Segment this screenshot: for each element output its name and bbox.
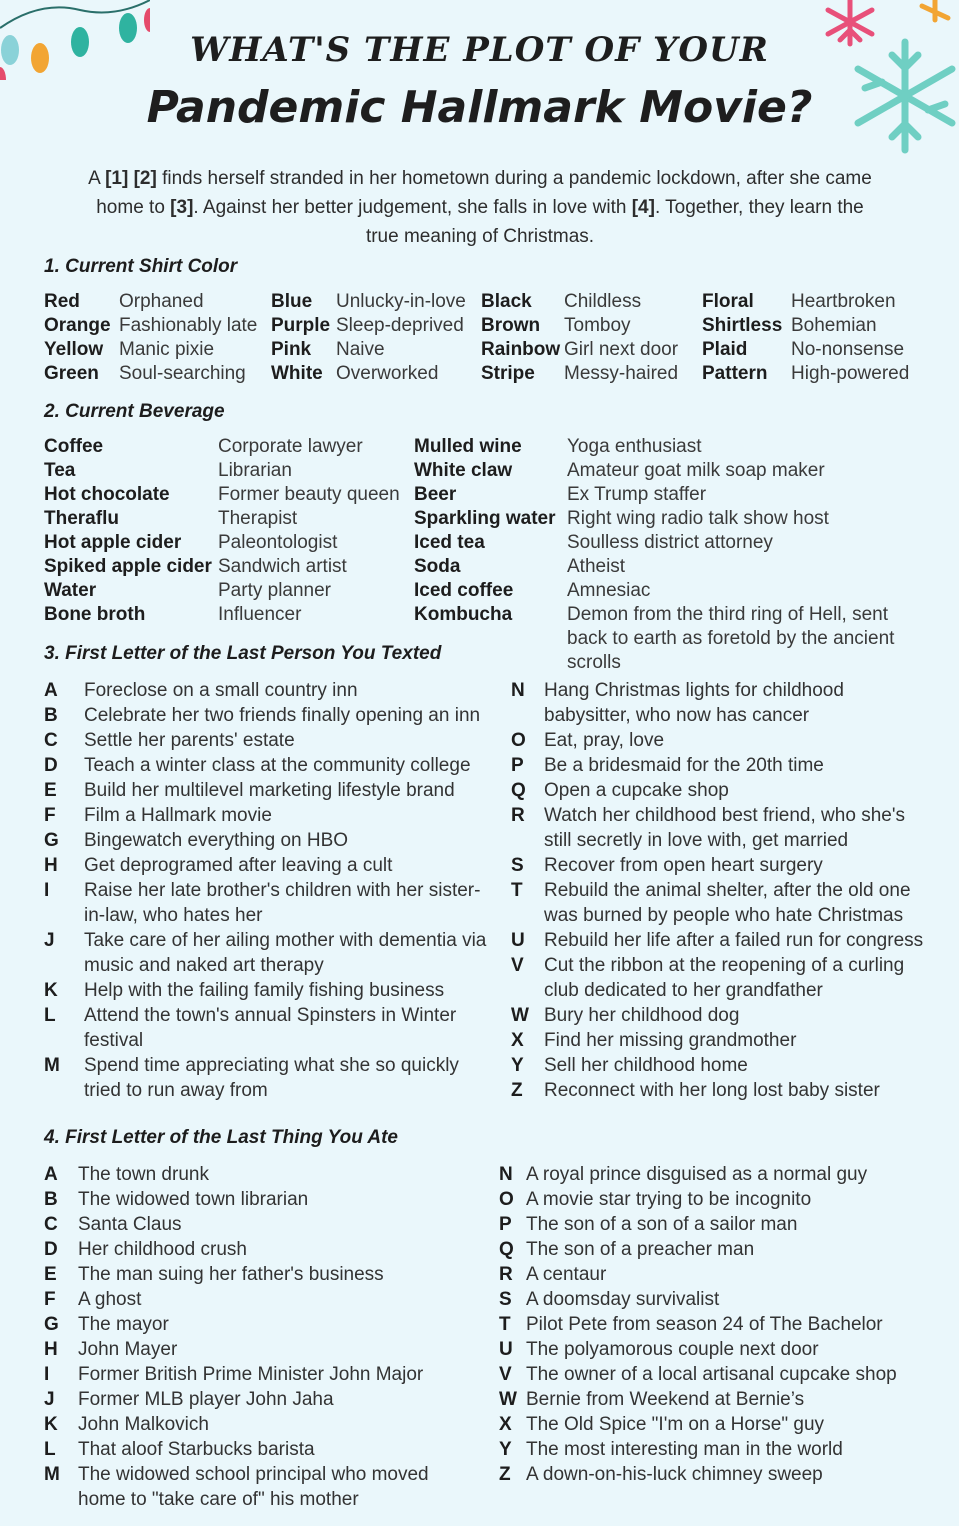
- section-4-title: 4. First Letter of the Last Thing You Ate: [44, 1127, 398, 1148]
- placeholder-2: [2]: [133, 168, 157, 189]
- letter: W: [511, 1005, 529, 1026]
- occupation: Therapist: [218, 508, 298, 529]
- plot-option: Build her multilevel marketing lifestyle brand: [84, 780, 455, 801]
- letter: M: [44, 1055, 60, 1076]
- love-interest-option: The son of a preacher man: [526, 1239, 755, 1260]
- occupation: Sandwich artist: [218, 556, 347, 577]
- love-interest-option: The man suing her father's business: [78, 1264, 384, 1285]
- letter: S: [499, 1289, 512, 1310]
- list-item: [44, 753, 489, 778]
- plot-option: Hang Christmas lights for childhood babysitter, who now has cancer: [544, 680, 844, 726]
- love-interest-option: The widowed school principal who moved home to "take care of" his mother: [78, 1464, 429, 1510]
- list-item: [499, 1162, 939, 1187]
- plot-option: Bingewatch everything on HBO: [84, 830, 349, 851]
- placeholder-4: [4]: [631, 197, 655, 218]
- plot-option: Teach a winter class at the community college: [84, 755, 471, 776]
- love-interest-option: John Malkovich: [78, 1414, 209, 1435]
- occupation: Corporate lawyer: [218, 436, 363, 457]
- list-item: [44, 1212, 444, 1237]
- beverage: Iced tea: [414, 532, 485, 553]
- letter: X: [499, 1414, 512, 1435]
- plot-option: Get deprogramed after leaving a cult: [84, 855, 393, 876]
- love-interest-option: Bernie from Weekend at Bernie’s: [526, 1389, 805, 1410]
- love-interest-option: The town drunk: [78, 1164, 209, 1185]
- list-item: [499, 1187, 939, 1212]
- shirt-color: Green: [44, 363, 99, 384]
- love-interest-option: Her childhood crush: [78, 1239, 247, 1260]
- shirt-color: Shirtless: [702, 315, 783, 336]
- list-item: [499, 1362, 939, 1387]
- shirt-trait: Naive: [336, 339, 385, 360]
- letter: K: [44, 1414, 58, 1435]
- list-item: [44, 1237, 444, 1262]
- letter: Q: [511, 780, 526, 801]
- letter: E: [44, 780, 57, 801]
- love-interest-option: A ghost: [78, 1289, 142, 1310]
- list-item: [44, 928, 489, 978]
- beverages-left: [44, 435, 212, 627]
- list-item: [511, 1003, 931, 1028]
- list-item: [511, 753, 931, 778]
- love-interest-option: Former British Prime Minister John Major: [78, 1364, 424, 1385]
- list-item: [44, 1162, 444, 1187]
- list-item: [499, 1462, 939, 1487]
- plot-option: Bury her childhood dog: [544, 1005, 740, 1026]
- shirt-colors-group-2: [271, 290, 330, 386]
- letter: U: [499, 1339, 513, 1360]
- letter: O: [511, 730, 526, 751]
- letter: F: [44, 805, 56, 826]
- love-interest-option: The owner of a local artisanal cupcake shop: [526, 1364, 897, 1385]
- letter: E: [44, 1264, 57, 1285]
- letter: I: [44, 880, 50, 901]
- shirt-trait: No-nonsense: [791, 339, 905, 360]
- list-item: [44, 878, 489, 928]
- shirt-trait: High-powered: [791, 363, 910, 384]
- letter: Y: [511, 1055, 524, 1076]
- texted-letter-list-right: [511, 678, 931, 1103]
- plot-option: Cut the ribbon at the reopening of a curling club dedicated to her grandfather: [544, 955, 905, 1001]
- shirt-traits-group-4: [791, 290, 909, 386]
- beverage: Beer: [414, 484, 457, 505]
- list-item: [511, 1053, 931, 1078]
- occupation: Ex Trump staffer: [567, 484, 707, 505]
- shirt-traits-group-2: [336, 290, 466, 386]
- beverage: Bone broth: [44, 604, 146, 625]
- list-item: [44, 1337, 444, 1362]
- plot-option: Attend the town's annual Spinsters in Winter festival: [84, 1005, 457, 1051]
- intro-text: . Together, they learn the true meaning of Christmas.: [365, 197, 864, 247]
- plot-option: Foreclose on a small country inn: [84, 680, 358, 701]
- letter: A: [44, 680, 58, 701]
- shirt-color: Brown: [481, 315, 541, 336]
- shirt-trait: Sleep-deprived: [336, 315, 464, 336]
- love-interest-option: That aloof Starbucks barista: [78, 1439, 315, 1460]
- letter: T: [499, 1314, 511, 1335]
- list-item: [511, 803, 931, 853]
- list-item: [499, 1237, 939, 1262]
- shirt-color: Pattern: [702, 363, 768, 384]
- shirt-color: Pink: [271, 339, 312, 360]
- letter: N: [511, 680, 525, 701]
- intro-text: . Against her better judgement, she falls in love with: [193, 197, 632, 218]
- shirt-trait: Heartbroken: [791, 291, 896, 312]
- letter: Q: [499, 1239, 514, 1260]
- shirt-color: White: [271, 363, 323, 384]
- letter: D: [44, 1239, 58, 1260]
- jobs-left: [218, 435, 400, 627]
- list-item: [499, 1287, 939, 1312]
- letter: T: [511, 880, 523, 901]
- plot-option: Rebuild the animal shelter, after the old one was burned by people who hate Christmas: [544, 880, 911, 926]
- letter: H: [44, 855, 58, 876]
- beverages-right: [414, 435, 556, 627]
- letter: Z: [499, 1464, 511, 1485]
- list-item: [44, 828, 489, 853]
- list-item: [511, 928, 931, 953]
- shirt-colors-group-3: [481, 290, 560, 386]
- list-item: [44, 703, 489, 728]
- plot-option: Help with the failing family fishing business: [84, 980, 445, 1001]
- love-interest-option: Former MLB player John Jaha: [78, 1389, 334, 1410]
- letter: C: [44, 1214, 58, 1235]
- list-item: [44, 1387, 444, 1412]
- list-item: [499, 1312, 939, 1337]
- plot-option: Open a cupcake shop: [544, 780, 729, 801]
- plot-option: Sell her childhood home: [544, 1055, 748, 1076]
- section-2-title: 2. Current Beverage: [44, 401, 225, 422]
- beverage: Soda: [414, 556, 461, 577]
- list-item: [44, 778, 489, 803]
- shirt-color: Blue: [271, 291, 313, 312]
- letter: G: [44, 830, 59, 851]
- letter: V: [499, 1364, 512, 1385]
- plot-option: Spend time appreciating what she so quickly tried to run away from: [84, 1055, 459, 1101]
- shirt-color: Rainbow: [481, 339, 561, 360]
- list-item: [499, 1212, 939, 1237]
- beverage: Theraflu: [44, 508, 119, 529]
- letter: C: [44, 730, 58, 751]
- beverage: Hot chocolate: [44, 484, 170, 505]
- list-item: [44, 1003, 489, 1053]
- intro-text: finds herself stranded in her hometown during a pandemic lockdown, after she came home to: [96, 168, 872, 218]
- love-interest-option: Pilot Pete from season 24 of The Bachelor: [526, 1314, 883, 1335]
- occupation: Former beauty queen: [218, 484, 400, 505]
- jobs-right: [567, 435, 929, 675]
- shirt-color: Purple: [271, 315, 331, 336]
- letter: R: [499, 1264, 513, 1285]
- light-bulb-icon: [144, 8, 150, 32]
- letter: I: [44, 1364, 50, 1385]
- occupation: Atheist: [567, 556, 626, 577]
- shirt-color: Yellow: [44, 339, 104, 360]
- plot-option: Watch her childhood best friend, who she's still secretly in love with, get married: [544, 805, 905, 851]
- list-item: [44, 1053, 489, 1103]
- occupation: Yoga enthusiast: [567, 436, 702, 457]
- letter: B: [44, 1189, 58, 1210]
- page-title: Pandemic Hallmark Movie?: [146, 82, 813, 133]
- snowflakes-decoration: [790, 0, 959, 160]
- love-interest-option: The mayor: [78, 1314, 169, 1335]
- plot-option: Settle her parents' estate: [84, 730, 295, 751]
- letter: H: [44, 1339, 58, 1360]
- section-3-title: 3. First Letter of the Last Person You Texted: [44, 643, 442, 664]
- list-item: [44, 1437, 444, 1462]
- placeholder-1: [1]: [105, 168, 129, 189]
- occupation: Right wing radio talk show host: [567, 508, 829, 529]
- title-top: WHAT'S THE PLOT OF YOUR: [190, 30, 769, 70]
- letter: R: [511, 805, 525, 826]
- beverage: Spiked apple cider: [44, 556, 212, 577]
- letter: P: [511, 755, 524, 776]
- texted-letter-list-left: [44, 678, 489, 1103]
- list-item: [499, 1437, 939, 1462]
- shirt-color: Plaid: [702, 339, 748, 360]
- occupation: Influencer: [218, 604, 302, 625]
- beverage: Hot apple cider: [44, 532, 182, 553]
- beverage: Iced coffee: [414, 580, 514, 601]
- love-interest-option: A down-on-his-luck chimney sweep: [526, 1464, 823, 1485]
- list-item: [511, 853, 931, 878]
- shirt-trait: Manic pixie: [119, 339, 215, 360]
- letter: O: [499, 1189, 514, 1210]
- shirt-colors-group-4: [702, 290, 782, 386]
- love-interest-option: Santa Claus: [78, 1214, 182, 1235]
- love-interest-option: A centaur: [526, 1264, 607, 1285]
- orange-snowflake-icon: [922, 0, 948, 20]
- list-item: [44, 1187, 444, 1212]
- list-item: [499, 1262, 939, 1287]
- plot-option: Rebuild her life after a failed run for congress: [544, 930, 924, 951]
- letter: K: [44, 980, 58, 1001]
- shirt-trait: Childless: [564, 291, 642, 312]
- love-interest-option: The Old Spice "I'm on a Horse" guy: [526, 1414, 825, 1435]
- list-item: [511, 1028, 931, 1053]
- list-item: [44, 1312, 444, 1337]
- list-item: [44, 1262, 444, 1287]
- beverage: White claw: [414, 460, 513, 481]
- occupation: Demon from the third ring of Hell, sent back to earth as foretold by the ancient scrolls: [567, 604, 895, 673]
- list-item: [511, 953, 931, 1003]
- letter: G: [44, 1314, 59, 1335]
- love-interest-option: The most interesting man in the world: [526, 1439, 843, 1460]
- plot-option: Raise her late brother's children with her sister-in-law, who hates her: [84, 880, 481, 926]
- letter: A: [44, 1164, 58, 1185]
- list-item: [499, 1387, 939, 1412]
- occupation: Party planner: [218, 580, 332, 601]
- shirt-color: Stripe: [481, 363, 535, 384]
- ate-letter-list-left: [44, 1162, 444, 1512]
- list-item: [44, 1287, 444, 1312]
- shirt-trait: Fashionably late: [119, 315, 258, 336]
- letter: L: [44, 1439, 56, 1460]
- shirt-colors-group-1: [44, 290, 111, 386]
- placeholder-3: [3]: [170, 197, 194, 218]
- shirt-trait: Orphaned: [119, 291, 204, 312]
- intro-paragraph: [80, 164, 880, 251]
- letter: V: [511, 955, 524, 976]
- letter: Z: [511, 1080, 523, 1101]
- letter: P: [499, 1214, 512, 1235]
- list-item: [499, 1337, 939, 1362]
- shirt-traits-group-1: [119, 290, 257, 386]
- shirt-trait: Overworked: [336, 363, 439, 384]
- list-item: [44, 803, 489, 828]
- list-item: [44, 678, 489, 703]
- beverage: Water: [44, 580, 97, 601]
- shirt-color: Red: [44, 291, 80, 312]
- list-item: [44, 1412, 444, 1437]
- letter: U: [511, 930, 525, 951]
- list-item: [44, 728, 489, 753]
- letter: W: [499, 1389, 517, 1410]
- shirt-color: Floral: [702, 291, 754, 312]
- shirt-color: Orange: [44, 315, 111, 336]
- letter: N: [499, 1164, 513, 1185]
- ate-letter-list-right: [499, 1162, 939, 1487]
- beverage: Sparkling water: [414, 508, 556, 529]
- plot-option: Be a bridesmaid for the 20th time: [544, 755, 824, 776]
- list-item: [511, 778, 931, 803]
- letter: D: [44, 755, 58, 776]
- love-interest-option: The son of a son of a sailor man: [526, 1214, 798, 1235]
- letter: Y: [499, 1439, 512, 1460]
- intro-text: A: [88, 168, 106, 189]
- plot-option: Take care of her ailing mother with dementia via music and naked art therapy: [84, 930, 487, 976]
- letter: S: [511, 855, 524, 876]
- letter: B: [44, 705, 58, 726]
- shirt-traits-group-3: [564, 290, 678, 386]
- list-item: [511, 728, 931, 753]
- letter: X: [511, 1030, 524, 1051]
- love-interest-option: John Mayer: [78, 1339, 178, 1360]
- occupation: Soulless district attorney: [567, 532, 773, 553]
- beverage: Tea: [44, 460, 76, 481]
- beverage: Coffee: [44, 436, 104, 457]
- letter: F: [44, 1289, 56, 1310]
- shirt-trait: Bohemian: [791, 315, 877, 336]
- list-item: [44, 978, 489, 1003]
- love-interest-option: A royal prince disguised as a normal guy: [526, 1164, 868, 1185]
- letter: J: [44, 1389, 55, 1410]
- plot-option: Recover from open heart surgery: [544, 855, 823, 876]
- list-item: [511, 1078, 931, 1103]
- letter: J: [44, 930, 55, 951]
- shirt-trait: Soul-searching: [119, 363, 246, 384]
- section-1-title: 1. Current Shirt Color: [44, 256, 238, 277]
- list-item: [44, 1462, 444, 1512]
- love-interest-option: The polyamorous couple next door: [526, 1339, 819, 1360]
- plot-option: Celebrate her two friends finally opening an inn: [84, 705, 481, 726]
- shirt-trait: Unlucky-in-love: [336, 291, 466, 312]
- shirt-color: Black: [481, 291, 532, 312]
- letter: M: [44, 1464, 60, 1485]
- plot-option: Reconnect with her long lost baby sister: [544, 1080, 880, 1101]
- plot-option: Eat, pray, love: [544, 730, 665, 751]
- list-item: [44, 853, 489, 878]
- beverage: Kombucha: [414, 604, 513, 625]
- occupation: Amateur goat milk soap maker: [567, 460, 825, 481]
- list-item: [44, 1362, 444, 1387]
- plot-option: Find her missing grandmother: [544, 1030, 797, 1051]
- list-item: [511, 878, 931, 928]
- love-interest-option: The widowed town librarian: [78, 1189, 309, 1210]
- beverage: Mulled wine: [414, 436, 522, 457]
- letter: L: [44, 1005, 56, 1026]
- list-item: [499, 1412, 939, 1437]
- occupation: Paleontologist: [218, 532, 338, 553]
- occupation: Librarian: [218, 460, 292, 481]
- shirt-trait: Tomboy: [564, 315, 631, 336]
- plot-option: Film a Hallmark movie: [84, 805, 272, 826]
- shirt-trait: Girl next door: [564, 339, 679, 360]
- occupation: Amnesiac: [567, 580, 651, 601]
- list-item: [511, 678, 931, 728]
- love-interest-option: A doomsday survivalist: [526, 1289, 720, 1310]
- love-interest-option: A movie star trying to be incognito: [526, 1189, 812, 1210]
- shirt-trait: Messy-haired: [564, 363, 679, 384]
